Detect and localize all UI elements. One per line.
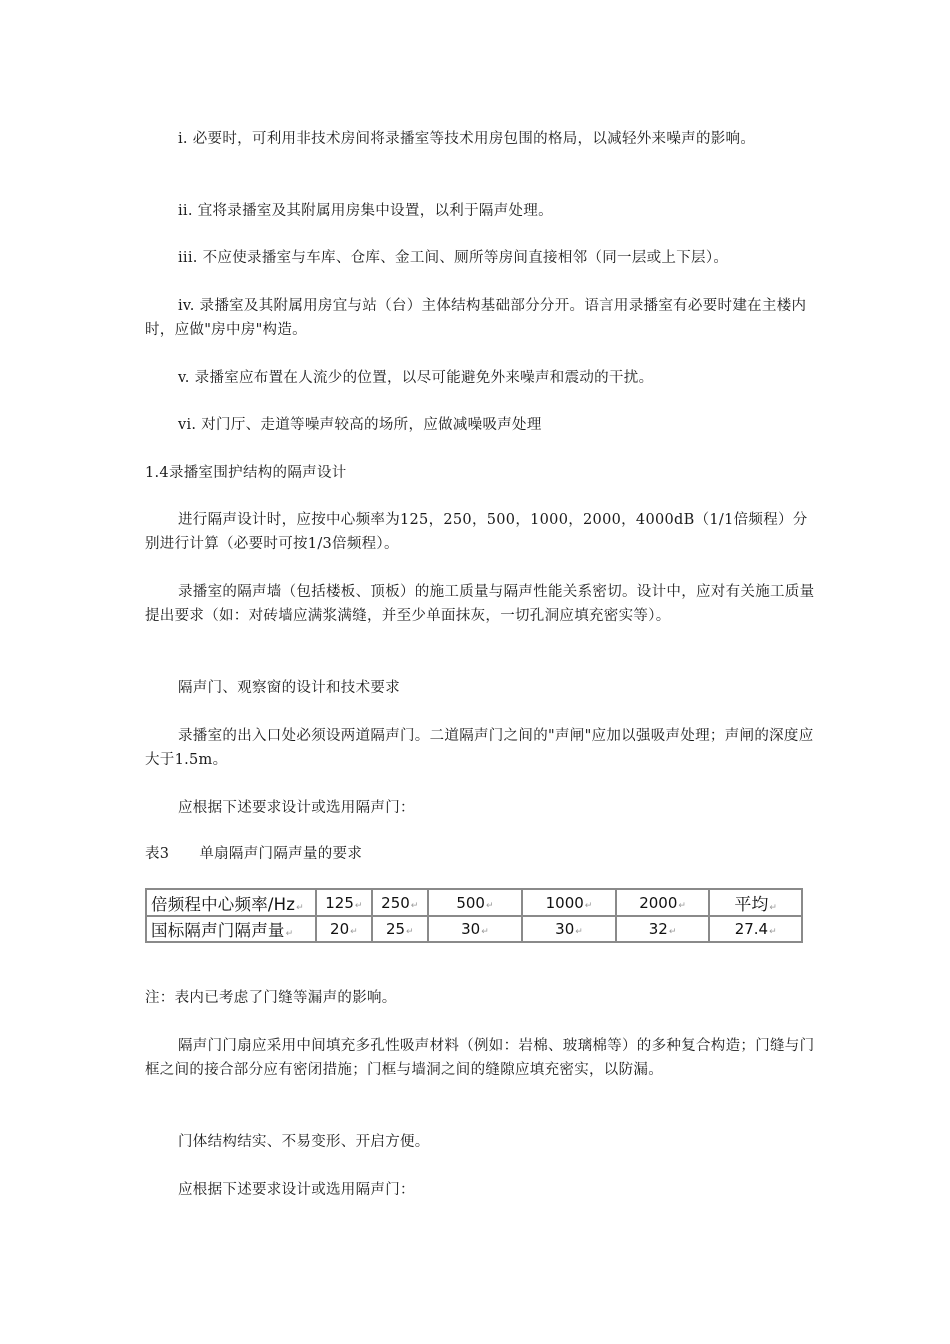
- paragraph-select-door: 应根据下述要求设计或选用隔声门：: [178, 800, 415, 816]
- table-header-row: [146, 889, 802, 916]
- paragraph-iii: iii. 不应使录播室与车库、仓库、金工间、厕所等房间直接相邻（同一层或上下层）。: [178, 250, 729, 266]
- door-insulation-table: [145, 888, 803, 943]
- table-cell: 20↵: [316, 916, 372, 942]
- paragraph-door-construction: 隔声门门扇应采用中间填充多孔性吸声材料（例如：岩棉、玻璃棉等）的多种复合构造；门缝与门框之间的接合部分应有密闭措施；门框与墙洞之间的缝隙应填充密实，以防漏。: [145, 1038, 815, 1078]
- paragraph-v: v. 录播室应布置在人流少的位置，以尽可能避免外来噪声和震动的干扰。: [178, 370, 654, 386]
- paragraph-door-structure: 门体结构结实、不易变形、开启方便。: [178, 1134, 430, 1150]
- table-caption: [145, 842, 362, 866]
- table-caption-label: 表3: [145, 846, 170, 862]
- paragraph-iv: iv. 录播室及其附属用房宜与站（台）主体结构基础部分分开。语言用录播室有必要时建在主楼内时，应做"房中房"构造。: [145, 298, 807, 338]
- table-cell-average: 27.4↵: [709, 916, 802, 942]
- table-header-cell: 2000↵: [616, 889, 710, 916]
- paragraph-entrance: 录播室的出入口处必须设两道隔声门。二道隔声门之间的"声闸"应加以强吸声处理；声闸的深度应大于1.5m。: [145, 728, 814, 768]
- paragraph-select-door-2: 应根据下述要求设计或选用隔声门：: [178, 1182, 415, 1198]
- table-cell: 25↵: [372, 916, 428, 942]
- table-header-cell: 1000↵: [522, 889, 616, 916]
- table-header-label: 倍频程中心频率/Hz↵: [146, 889, 316, 916]
- paragraph-door-window-heading: 隔声门、观察窗的设计和技术要求: [178, 680, 400, 696]
- paragraph-wall-quality: 录播室的隔声墙（包括楼板、顶板）的施工质量与隔声性能关系密切。设计中，应对有关施工质量提出要求（如：对砖墙应满浆满缝，并至少单面抹灰，一切孔洞应填充密实等）。: [145, 584, 815, 624]
- table-header-cell: 250↵: [372, 889, 428, 916]
- table-cell: 30↵: [522, 916, 616, 942]
- table-caption-title: 单扇隔声门隔声量的要求: [199, 846, 363, 862]
- table-row: [146, 916, 802, 942]
- table-row-label: 国标隔声门隔声量↵: [146, 916, 316, 942]
- section-heading: 1.4录播室围护结构的隔声设计: [145, 465, 347, 481]
- table-header-cell: 125↵: [316, 889, 372, 916]
- paragraph-vi: vi. 对门厅、走道等噪声较高的场所，应做减噪吸声处理: [178, 417, 542, 433]
- table-note: 注：表内已考虑了门缝等漏声的影响。: [145, 990, 397, 1006]
- table-cell: 30↵: [428, 916, 522, 942]
- paragraph-calculation: 进行隔声设计时，应按中心频率为125，250，500，1000，2000，4000dB（1/1倍频程）分别进行计算（必要时可按1/3倍频程）。: [145, 512, 808, 552]
- table-header-cell: 500↵: [428, 889, 522, 916]
- paragraph-ii: ii. 宜将录播室及其附属用房集中设置，以利于隔声处理。: [178, 203, 553, 219]
- table-header-cell-average: 平均↵: [709, 889, 802, 916]
- paragraph-i: i. 必要时，可利用非技术房间将录播室等技术用房包围的格局，以减轻外来噪声的影响。: [178, 131, 756, 147]
- table-cell: 32↵: [616, 916, 710, 942]
